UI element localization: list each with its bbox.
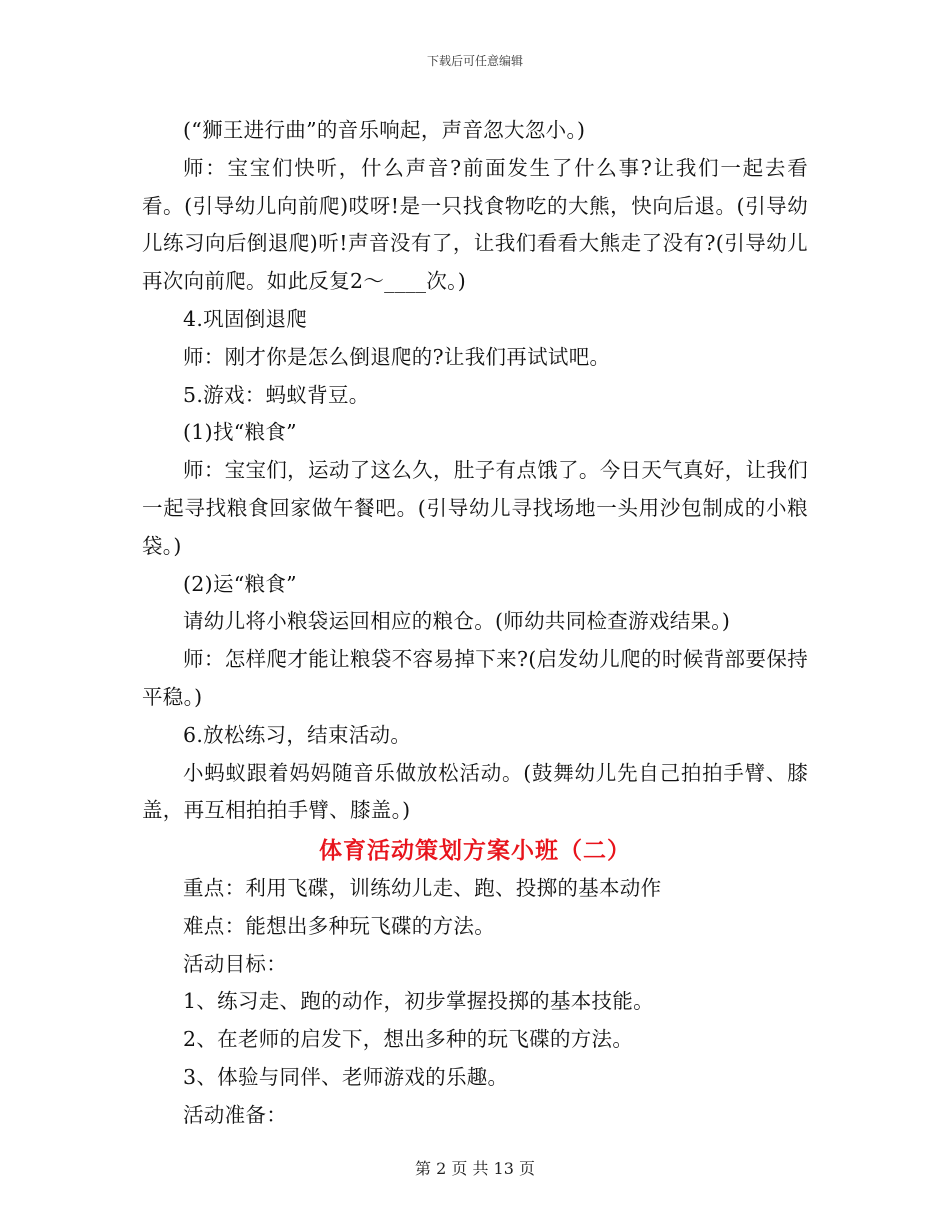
paragraph: (1)找“粮食” xyxy=(183,420,297,445)
paragraph: (2)运“粮食” xyxy=(183,571,297,596)
paragraph: 6.放松练习，结束活动。 xyxy=(183,722,412,747)
paragraph: 3、体验与同伴、老师游戏的乐趣。 xyxy=(183,1064,509,1089)
paragraph: 师：宝宝们，运动了这么久，肚子有点饿了。今日天气真好，让我们一起寻找粮食回家做午餐吧。(引导幼儿寻找场地一头用沙包制成的小粮袋。) xyxy=(142,458,808,558)
paragraph: 师：怎样爬才能让粮袋不容易掉下来?(启发幼儿爬的时候背部要保持平稳。) xyxy=(142,647,808,709)
paragraph: 活动目标： xyxy=(183,951,287,976)
paragraph: 活动准备： xyxy=(183,1102,287,1127)
paragraph: 难点：能想出多种玩飞碟的方法。 xyxy=(183,913,495,938)
document-body xyxy=(142,112,808,1135)
paragraph: 师：宝宝们快听，什么声音?前面发生了什么事?让我们一起去看看。(引导幼儿向前爬)哎呀!是一只找食物吃的大熊，快向后退。(引导幼儿练习向后倒退爬)听!声音没有了，让我们看看大熊走了没有?(引导幼儿再次向前爬。如此反复2～____次。) xyxy=(142,155,808,294)
paragraph: 请幼儿将小粮袋运回相应的粮仓。(师幼共同检查游戏结果。) xyxy=(183,609,731,634)
paragraph: 2、在老师的启发下，想出多种的玩飞碟的方法。 xyxy=(183,1027,634,1052)
page-footer: 第 2 页 共 13 页 xyxy=(415,1159,535,1178)
paragraph: 小蚂蚁跟着妈妈随音乐做放松活动。(鼓舞幼儿先自己拍拍手臂、膝盖，再互相拍拍手臂、膝盖。) xyxy=(142,760,808,823)
paragraph: 5.游戏：蚂蚁背豆。 xyxy=(183,382,370,407)
paragraph: 1、练习走、跑的动作，初步掌握投掷的基本技能。 xyxy=(183,989,654,1014)
section-title: 体育活动策划方案小班（二） xyxy=(319,837,631,865)
paragraph: (“狮王进行曲”的音乐响起，声音忽大忽小。) xyxy=(183,118,586,142)
paragraph: 重点：利用飞碟，训练幼儿走、跑、投掷的基本动作 xyxy=(183,875,662,900)
paragraph: 4.巩固倒退爬 xyxy=(183,306,308,331)
page-header: 下载后可任意编辑 xyxy=(426,54,523,68)
paragraph: 师：刚才你是怎么倒退爬的?让我们再试试吧。 xyxy=(183,344,611,369)
